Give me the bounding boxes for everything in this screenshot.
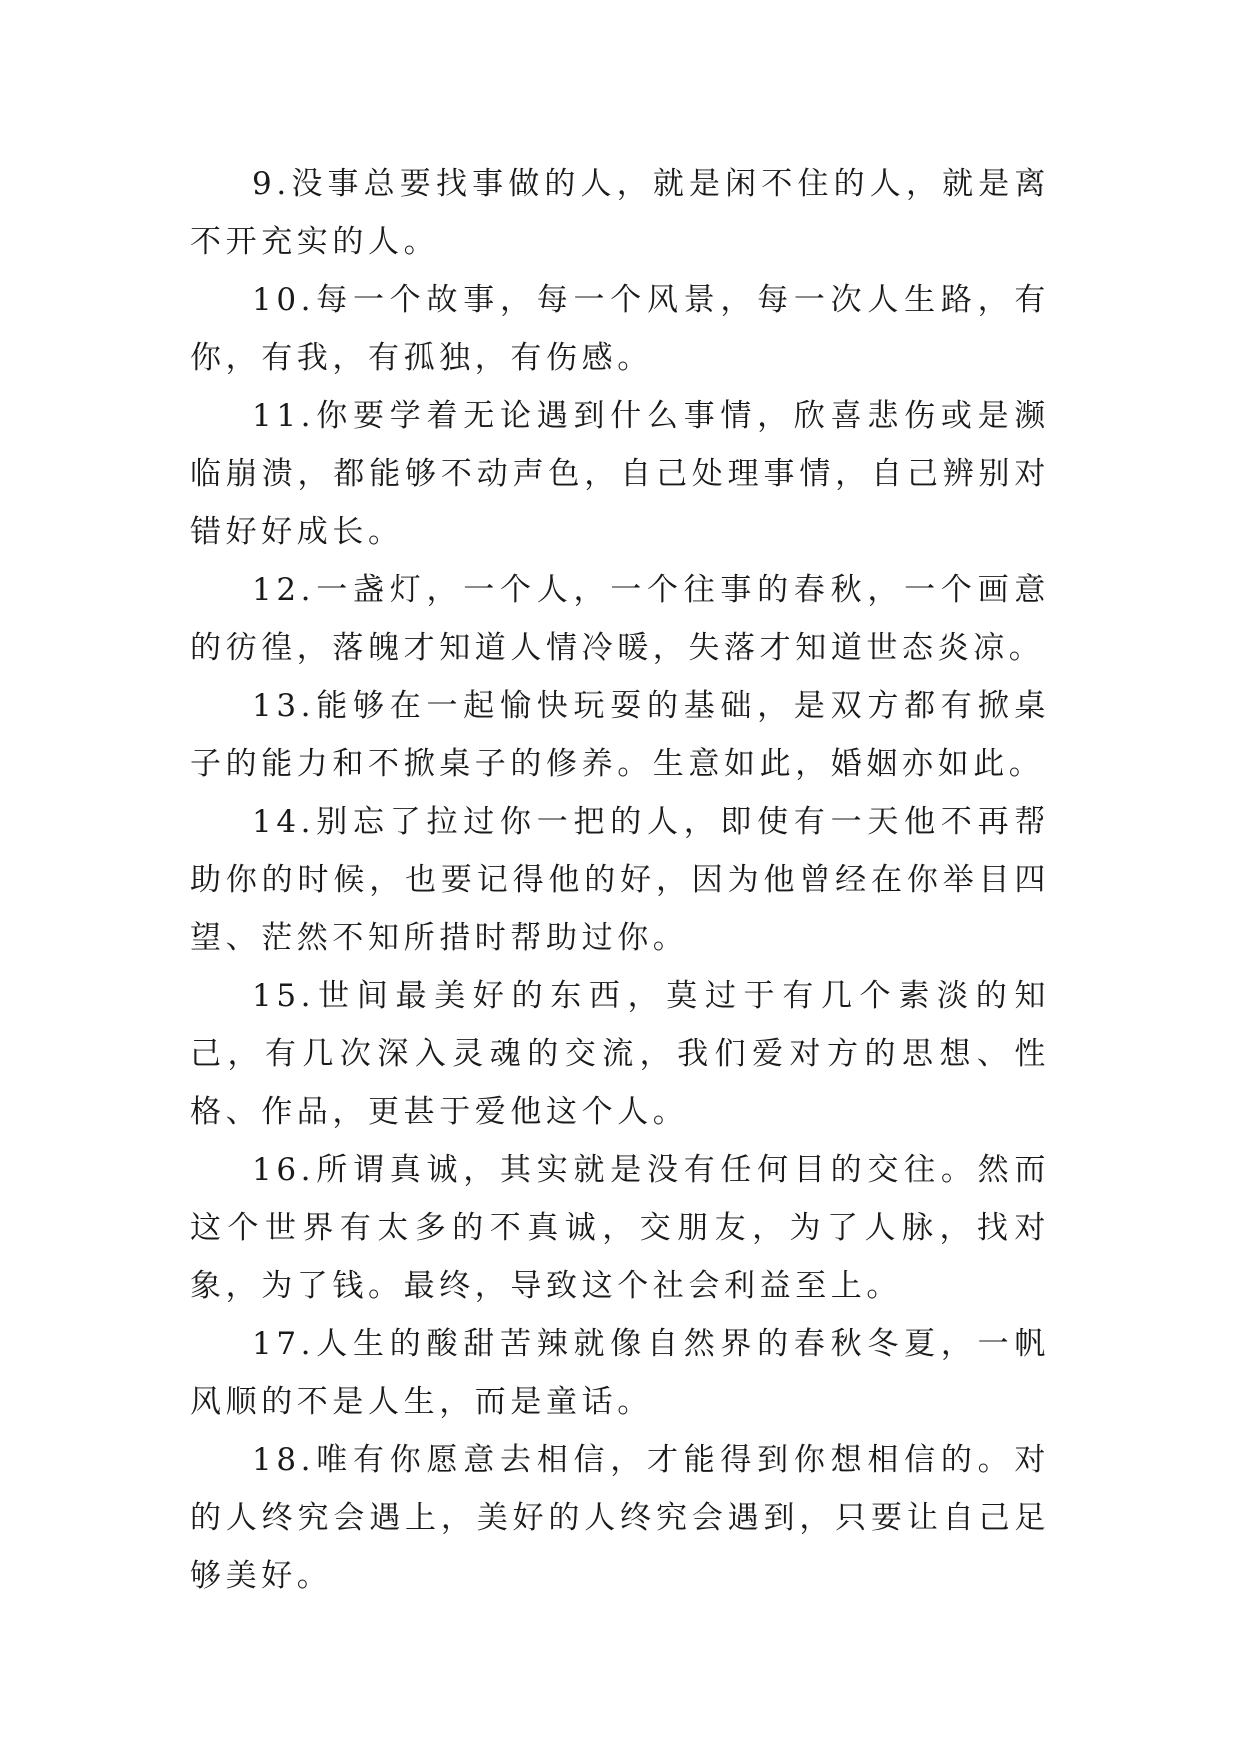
paragraph-item-15: 15.世间最美好的东西，莫过于有几个素淡的知己，有几次深入灵魂的交流，我们爱对方的思想、性格、作品，更甚于爱他这个人。 [190,978,1050,1130]
document-body [190,155,1050,1605]
paragraph-item-17: 17.人生的酸甜苦辣就像自然界的春秋冬夏，一帆风顺的不是人生，而是童话。 [190,1326,1050,1420]
paragraph-item-14: 14.别忘了拉过你一把的人，即使有一天他不再帮助你的时候，也要记得他的好，因为他曾经在你举目四望、茫然不知所措时帮助过你。 [190,804,1050,956]
paragraph-item-11: 11.你要学着无论遇到什么事情，欣喜悲伤或是濒临崩溃，都能够不动声色，自己处理事情，自己辨别对错好好成长。 [190,398,1050,550]
paragraph-item-12: 12.一盏灯，一个人，一个往事的春秋，一个画意的彷徨，落魄才知道人情冷暖，失落才知道世态炎凉。 [190,572,1050,666]
paragraph-item-9: 9.没事总要找事做的人，就是闲不住的人，就是离不开充实的人。 [190,166,1050,260]
paragraph-item-10: 10.每一个故事，每一个风景，每一次人生路，有你，有我，有孤独，有伤感。 [190,282,1050,376]
paragraph-item-18: 18.唯有你愿意去相信，才能得到你想相信的。对的人终究会遇上，美好的人终究会遇到，只要让自己足够美好。 [190,1442,1050,1594]
paragraph-item-13: 13.能够在一起愉快玩耍的基础，是双方都有掀桌子的能力和不掀桌子的修养。生意如此，婚姻亦如此。 [190,688,1050,782]
paragraph-item-16: 16.所谓真诚，其实就是没有任何目的交往。然而这个世界有太多的不真诚，交朋友，为了人脉，找对象，为了钱。最终，导致这个社会利益至上。 [190,1152,1050,1304]
